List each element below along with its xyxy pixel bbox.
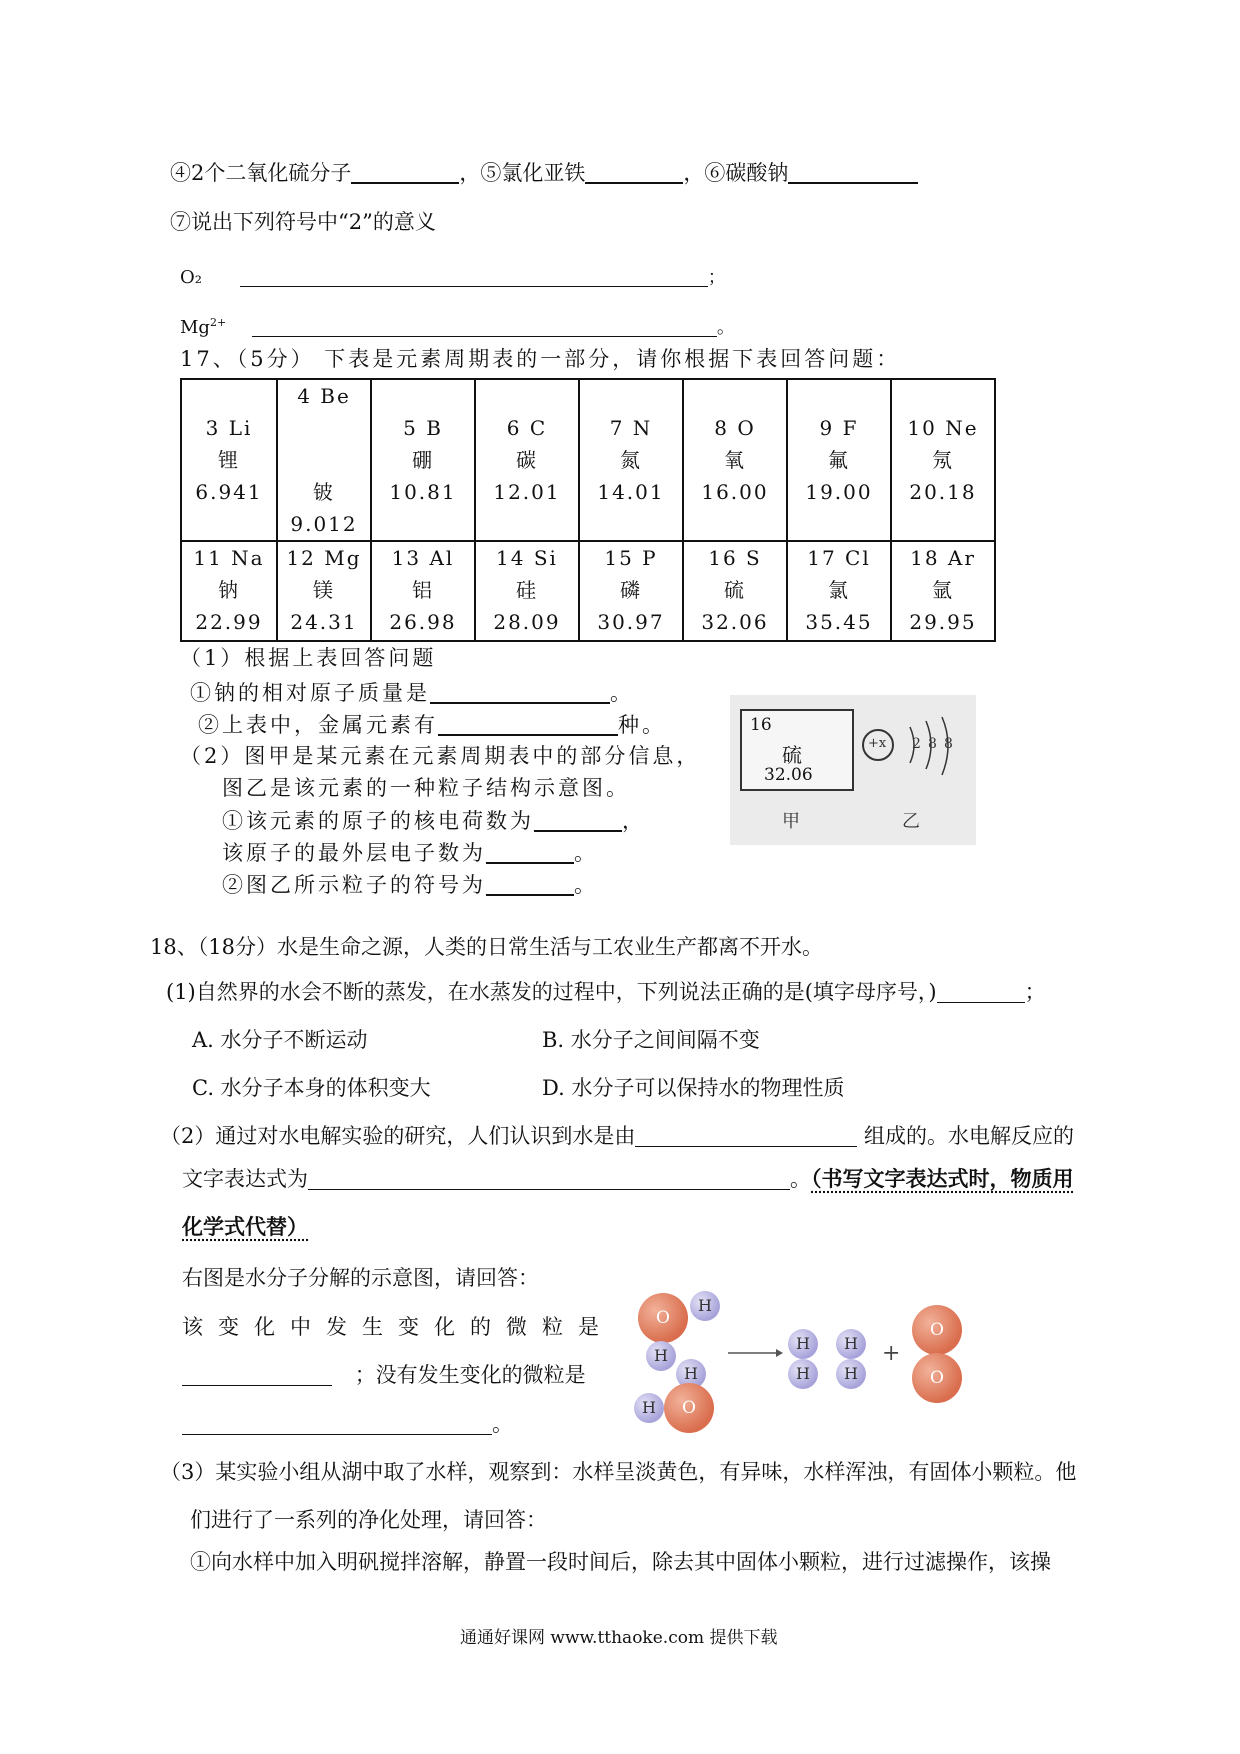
q17-p2e-line: ②图乙所示粒子的符号为 。 — [222, 873, 598, 897]
q17-p2d-line: 该原子的最外层电子数为 。 — [222, 841, 598, 865]
element-cell-cl: 17 Cl 氯 35.45 — [787, 541, 891, 641]
q17-title: 17、（5分） 下表是元素周期表的一部分，请你根据下表回答问题： — [180, 347, 901, 371]
q18-p2: （2）通过对水电解实验的研究，人们认识到水是由 — [160, 1124, 636, 1148]
q16-o2-label: O₂ — [180, 267, 202, 288]
hydrogen-atom: H — [788, 1329, 818, 1359]
element-cell-s: 16 S 硫 32.06 — [683, 541, 787, 641]
hydrogen-atom: H — [634, 1393, 664, 1423]
q18-fig-q3-line: 。 — [182, 1414, 513, 1435]
q18-fig-q1: 该变化中发生变化的微粒是 — [182, 1315, 614, 1339]
element-cell-li: 3 Li 锂 6.941 — [181, 379, 277, 541]
q18-p3: （3）某实验小组从湖中取了水样，观察到：水样呈淡黄色，有异味，水样浑浊，有固体小颗粒。他 — [160, 1460, 1077, 1484]
q18-p3c: ①向水样中加入明矾搅拌溶解，静置一段时间后，除去其中固体小颗粒，进行过滤操作，该操 — [190, 1550, 1051, 1574]
element-cell-c: 6 C 碳 12.01 — [475, 379, 579, 541]
periodic-table — [180, 378, 996, 642]
shell-2: 8 — [928, 736, 937, 752]
q17-blank-outer-electrons[interactable] — [486, 842, 574, 864]
q17-p1a-line: ①钠的相对原子质量是 。 — [190, 681, 634, 705]
q16-mg-label: Mg — [180, 317, 210, 338]
atom-structure-diagram — [860, 715, 970, 795]
q18-fig-q2: ；没有发生变化的微粒是 — [354, 1363, 586, 1387]
q18-optD[interactable]: D. 水分子可以保持水的物理性质 — [542, 1076, 845, 1100]
q18-optB[interactable]: B. 水分子之间间隔不变 — [542, 1028, 760, 1052]
q16-o2-end: ； — [707, 267, 726, 288]
q16-blank-so2[interactable] — [351, 162, 459, 184]
q17-p1b-line: ②上表中，金属元素有 种。 — [198, 713, 666, 737]
q17-p1b: ②上表中，金属元素有 — [198, 713, 438, 737]
q16-mg-line — [180, 316, 735, 337]
element-card-sulfur: 16 硫 32.06 — [740, 709, 854, 791]
q17-p2c: ①该元素的原子的核电荷数为 — [222, 809, 534, 833]
q17-blank-particle-symbol[interactable] — [486, 874, 574, 896]
q18-optA[interactable]: A. 水分子不断运动 — [192, 1028, 368, 1052]
q18-blank-equation[interactable] — [308, 1169, 790, 1190]
element-cell-na: 11 Na 钠 22.99 — [181, 541, 277, 641]
periodic-table-row2 — [181, 541, 995, 641]
q16-blank-na2co3[interactable] — [788, 162, 918, 184]
page-footer: 通通好课网 www.tthaoke.com 提供下载 — [460, 1628, 778, 1648]
q17-blank-na-mass[interactable] — [430, 682, 610, 704]
element-figure — [730, 695, 976, 845]
q18-fig-intro: 右图是水分子分解的示意图，请回答： — [182, 1266, 539, 1290]
hydrogen-atom: H — [646, 1341, 676, 1371]
oxygen-atom: O — [664, 1383, 714, 1433]
figure-label-yi: 乙 — [902, 811, 920, 832]
q17-p2c-line: ①该元素的原子的核电荷数为 ， — [222, 809, 646, 833]
q18-title: 18、（18分）水是生命之源，人类的日常生活与工农业生产都离不开水。 — [150, 935, 823, 959]
element-cell-p: 15 P 磷 30.97 — [579, 541, 683, 641]
hydrogen-atom: H — [836, 1359, 866, 1389]
q18-blank-changed[interactable] — [182, 1365, 332, 1386]
q16-mg-sup: 2+ — [209, 316, 227, 329]
hydrogen-atom: H — [690, 1291, 720, 1321]
hydrogen-atom: H — [676, 1359, 706, 1389]
reaction-arrow-icon — [726, 1345, 784, 1361]
q18-p1-line: (1)自然界的水会不断的蒸发，在水蒸发的过程中，下列说法正确的是(填字母序号，) ； — [166, 980, 1046, 1004]
q18-blank-composition[interactable] — [635, 1126, 857, 1147]
q17-p2e: ②图乙所示粒子的符号为 — [222, 873, 486, 897]
oxygen-atom: O — [638, 1293, 688, 1343]
q18-blank-unchanged[interactable] — [182, 1414, 492, 1435]
q17-blank-charge[interactable] — [534, 810, 622, 832]
periodic-table-row1 — [181, 379, 995, 541]
q18-p2b: 文字表达式为 — [182, 1167, 308, 1191]
q16-item4: ④2个二氧化硫分子 — [170, 161, 352, 185]
q16-blank-fecl2[interactable] — [585, 162, 683, 184]
element-cell-o: 8 O 氧 16.00 — [683, 379, 787, 541]
element-cell-be: 4 Be 铍 9.012 — [277, 379, 371, 541]
element-cell-si: 14 Si 硅 28.09 — [475, 541, 579, 641]
element-cell-ar: 18 Ar 氩 29.95 — [891, 541, 995, 641]
q17-blank-metal-count[interactable] — [438, 714, 618, 736]
nucleus-label: +x — [868, 736, 887, 751]
element-cell-al: 13 Al 铝 26.98 — [371, 541, 475, 641]
hydrogen-atom: H — [836, 1329, 866, 1359]
q16-o2-line — [180, 266, 726, 287]
q16-item7: ⑦说出下列符号中“2”的意义 — [170, 210, 436, 234]
q18-blank-p1[interactable] — [937, 982, 1025, 1003]
q18-p1: (1)自然界的水会不断的蒸发，在水蒸发的过程中，下列说法正确的是(填字母序号，) — [166, 980, 937, 1004]
element-cell-ne: 10 Ne 氖 20.18 — [891, 379, 995, 541]
q16-item5: ，⑤氯化亚铁 — [459, 161, 586, 185]
q18-fig-q2-line — [182, 1365, 586, 1386]
q16-blank-o2[interactable] — [240, 266, 708, 287]
q18-p2-line: （2）通过对水电解实验的研究，人们认识到水是由 组成的。水电解反应的 — [160, 1124, 1075, 1148]
q18-p2b-line: 文字表达式为 。（书写文字表达式时，物质用 — [182, 1166, 1074, 1191]
water-decomposition-figure — [630, 1285, 980, 1435]
q17-p2b: 图乙是该元素的一种粒子结构示意图。 — [222, 776, 630, 800]
oxygen-atom: O — [912, 1353, 962, 1403]
q18-optC[interactable]: C. 水分子本身的体积变大 — [192, 1076, 431, 1100]
hydrogen-atom: H — [788, 1359, 818, 1389]
q16-mg-end: 。 — [716, 317, 735, 338]
shell-1: 2 — [912, 736, 921, 752]
q18-p3b: 们进行了一系列的净化处理，请回答： — [190, 1508, 547, 1532]
q16-blank-mg[interactable] — [252, 316, 717, 337]
figure-label-jia: 甲 — [782, 811, 800, 832]
element-cell-n: 7 N 氮 14.01 — [579, 379, 683, 541]
q17-p2: （2）图甲是某元素在元素周期表中的部分信息， — [180, 744, 701, 768]
element-cell-f: 9 F 氟 19.00 — [787, 379, 891, 541]
q16-line1 — [170, 162, 918, 184]
oxygen-atom: O — [912, 1305, 962, 1355]
q17-p1a: ①钠的相对原子质量是 — [190, 681, 430, 705]
plus-sign: + — [882, 1341, 901, 1366]
q17-p2d: 该原子的最外层电子数为 — [222, 841, 486, 865]
q17-p1: （1）根据上表回答问题 — [180, 646, 437, 670]
element-cell-b: 5 B 硼 10.81 — [371, 379, 475, 541]
shell-3: 8 — [944, 736, 953, 752]
q18-p2c-bold: 化学式代替） — [182, 1214, 308, 1239]
q16-item6: ，⑥碳酸钠 — [683, 161, 789, 185]
element-cell-mg: 12 Mg 镁 24.31 — [277, 541, 371, 641]
